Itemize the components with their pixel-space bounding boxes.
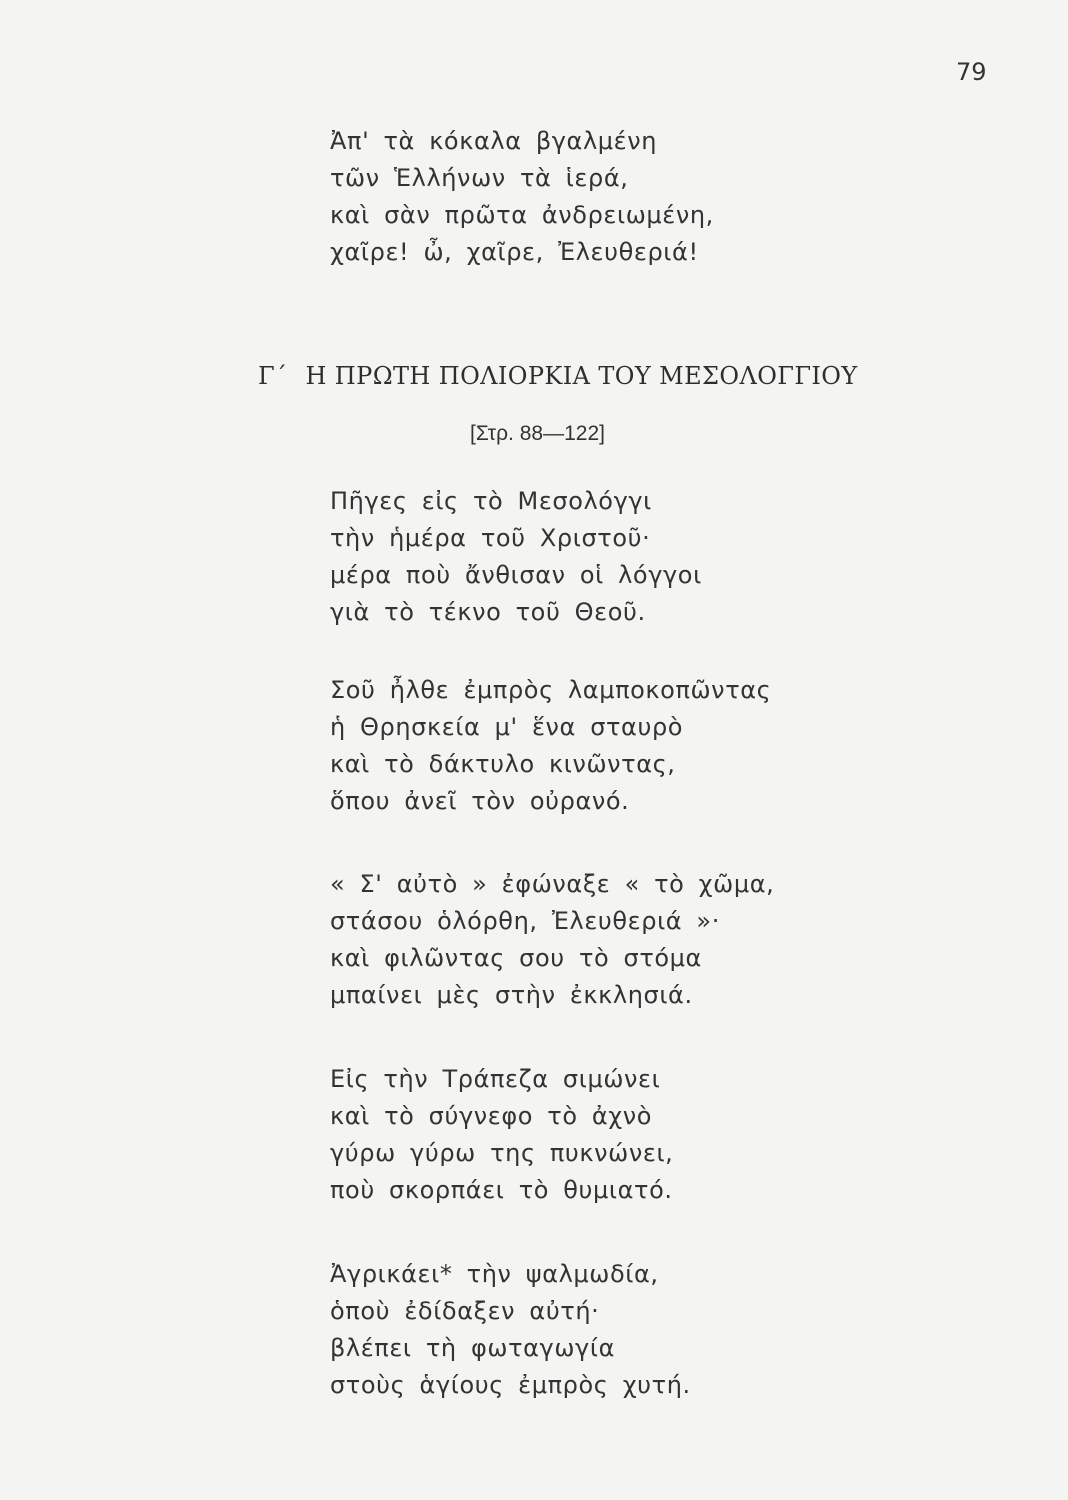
stanza — [330, 1256, 691, 1404]
verse-line: ποὺ σκορπάει τὸ θυμιατό. — [330, 1176, 673, 1204]
stanza — [330, 483, 702, 631]
verse-line: ὁποὺ ἐδίδαξεν αὐτή· — [330, 1297, 600, 1325]
verse-line: καὶ σὰν πρῶτα ἀνδρειωμένη, — [330, 201, 714, 229]
verse-line: γύρω γύρω της πυκνώνει, — [330, 1139, 674, 1167]
verse-line: καὶ φιλῶντας σου τὸ στόμα — [330, 944, 702, 972]
verse-line: καὶ τὸ δάκτυλο κινῶντας, — [330, 750, 676, 778]
stanza — [330, 672, 771, 820]
section-title: Η ΠΡΩΤΗ ΠΟΛΙΟΡΚΙΑ ΤΟΥ ΜΕΣΟΛΟΓΓΙΟΥ — [305, 362, 858, 390]
stanza — [330, 123, 714, 271]
verse-line: ὅπου ἀνεῖ τὸν οὐρανό. — [330, 787, 630, 815]
verse-line: τὴν ἡμέρα τοῦ Χριστοῦ· — [330, 524, 651, 552]
verse-line: χαῖρε! ὦ, χαῖρε, Ἐλευθεριά! — [330, 238, 699, 266]
verse-line: μέρα ποὺ ἄνθισαν οἱ λόγγοι — [330, 561, 702, 589]
verse-line: ἡ Θρησκεία μ' ἕνα σταυρὸ — [330, 713, 684, 741]
verse-line: γιὰ τὸ τέκνο τοῦ Θεοῦ. — [330, 598, 646, 626]
verse-line: τῶν Ἑλλήνων τὰ ἱερά, — [330, 164, 629, 192]
verse-line: Σοῦ ἦλθε ἐμπρὸς λαμποκοπῶντας — [330, 676, 772, 704]
verse-line: Ἀγρικάει* τὴν ψαλμωδία, — [330, 1260, 659, 1288]
stanza — [330, 866, 774, 1014]
verse-reference: [Στρ. 88—122] — [470, 422, 605, 445]
verse-line: μπαίνει μὲς στὴν ἐκκλησιά. — [330, 981, 693, 1009]
page-number: 79 — [956, 58, 987, 86]
verse-line: Εἰς τὴν Τράπεζα σιμώνει — [330, 1065, 661, 1093]
verse-line: « Σ' αὐτὸ » ἐφώναξε « τὸ χῶμα, — [330, 870, 775, 898]
section-numeral: Γ´ — [258, 362, 288, 390]
verse-line: καὶ τὸ σύγνεφο τὸ ἀχνὸ — [330, 1102, 653, 1130]
verse-line: Πῆγες εἰς τὸ Μεσολόγγι — [330, 487, 652, 515]
verse-line: στάσου ὁλόρθη, Ἐλευθεριά »· — [330, 907, 720, 935]
section-heading — [258, 362, 858, 390]
verse-line: στοὺς ἁγίους ἐμπρὸς χυτή. — [330, 1371, 691, 1399]
stanza — [330, 1061, 673, 1209]
verse-line: βλέπει τὴ φωταγωγία — [330, 1334, 615, 1362]
verse-line: Ἀπ' τὰ κόκαλα βγαλμένη — [330, 127, 658, 155]
